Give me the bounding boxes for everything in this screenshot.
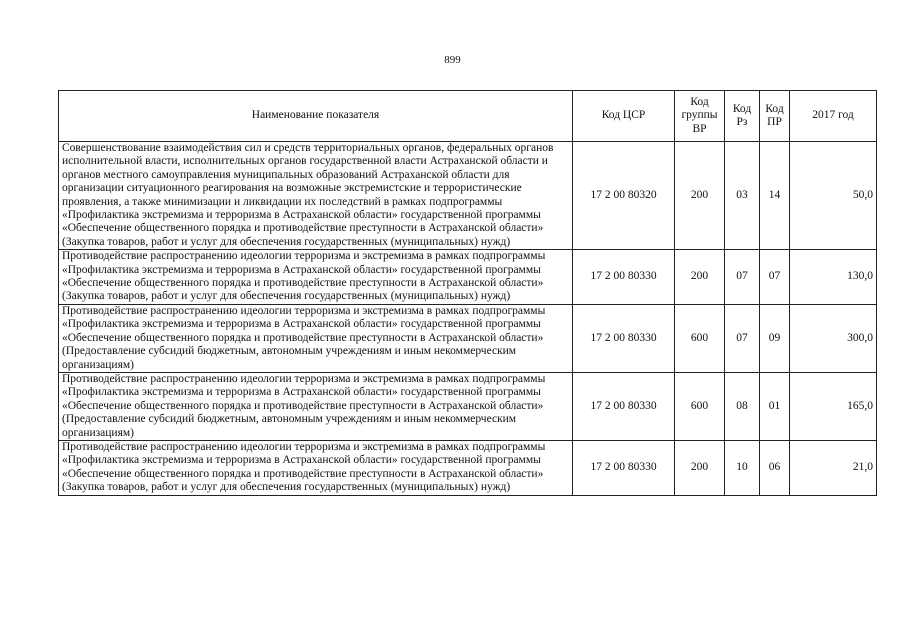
header-rz: Код Рз xyxy=(725,91,760,142)
header-vr: Код группы ВР xyxy=(675,91,725,142)
row-csr: 17 2 00 80330 xyxy=(573,440,675,495)
row-pr: 06 xyxy=(760,440,790,495)
header-pr: Код ПР xyxy=(760,91,790,142)
row-csr: 17 2 00 80330 xyxy=(573,304,675,372)
row-name: Противодействие распространению идеологии терроризма и экстремизма в рамках подпрограммы «Профилактика экстремизма и терроризма в Астраханской области» государственной программы «Обеспечение общественного порядка и противодействие преступности в Астраханской области» (Закупка товаров, работ и услуг для обеспечения государственных (муниципальных) нужд) xyxy=(59,250,573,305)
table-row xyxy=(59,304,877,372)
row-vr: 600 xyxy=(675,304,725,372)
row-vr: 200 xyxy=(675,440,725,495)
row-rz: 07 xyxy=(725,250,760,305)
budget-table xyxy=(58,90,877,496)
row-vr: 200 xyxy=(675,142,725,250)
header-name: Наименование показателя xyxy=(59,91,573,142)
row-csr: 17 2 00 80330 xyxy=(573,372,675,440)
header-csr: Код ЦСР xyxy=(573,91,675,142)
page-number: 899 xyxy=(444,54,461,66)
table-row xyxy=(59,440,877,495)
row-name: Совершенствование взаимодействия сил и средств территориальных органов, федеральных органов исполнительной власти, исполнительных органов государственной власти Астраханской области и органов местного самоуправления муниципальных образований Астраханской области для организации ситуационного реагирования на возможные экстремистские и террористические проявления, а также минимизации и ликвидации их последствий в рамках подпрограммы «Профилактика экстремизма и терроризма в Астраханской области» государственной программы «Обеспечение общественного порядка и противодействие преступности в Астраханской области» (Закупка товаров, работ и услуг для обеспечения государственных (муниципальных) нужд) xyxy=(59,142,573,250)
table-row xyxy=(59,142,877,250)
table-row xyxy=(59,250,877,305)
row-pr: 07 xyxy=(760,250,790,305)
row-value: 300,0 xyxy=(790,304,877,372)
row-rz: 03 xyxy=(725,142,760,250)
header-year: 2017 год xyxy=(790,91,877,142)
row-value: 130,0 xyxy=(790,250,877,305)
row-name: Противодействие распространению идеологии терроризма и экстремизма в рамках подпрограммы «Профилактика экстремизма и терроризма в Астраханской области» государственной программы «Обеспечение общественного порядка и противодействие преступности в Астраханской области» (Закупка товаров, работ и услуг для обеспечения государственных (муниципальных) нужд) xyxy=(59,440,573,495)
table-row xyxy=(59,372,877,440)
row-csr: 17 2 00 80320 xyxy=(573,142,675,250)
row-name: Противодействие распространению идеологии терроризма и экстремизма в рамках подпрограммы «Профилактика экстремизма и терроризма в Астраханской области» государственной программы «Обеспечение общественного порядка и противодействие преступности в Астраханской области» (Предоставление субсидий бюджетным, автономным учреждениям и иным некоммерческим организациям) xyxy=(59,304,573,372)
row-vr: 200 xyxy=(675,250,725,305)
row-value: 21,0 xyxy=(790,440,877,495)
row-pr: 09 xyxy=(760,304,790,372)
row-csr: 17 2 00 80330 xyxy=(573,250,675,305)
row-value: 50,0 xyxy=(790,142,877,250)
row-pr: 01 xyxy=(760,372,790,440)
row-value: 165,0 xyxy=(790,372,877,440)
row-name: Противодействие распространению идеологии терроризма и экстремизма в рамках подпрограммы «Профилактика экстремизма и терроризма в Астраханской области» государственной программы «Обеспечение общественного порядка и противодействие преступности в Астраханской области» (Предоставление субсидий бюджетным, автономным учреждениям и иным некоммерческим организациям) xyxy=(59,372,573,440)
row-rz: 10 xyxy=(725,440,760,495)
row-rz: 08 xyxy=(725,372,760,440)
row-pr: 14 xyxy=(760,142,790,250)
row-rz: 07 xyxy=(725,304,760,372)
row-vr: 600 xyxy=(675,372,725,440)
table-header-row xyxy=(59,91,877,142)
